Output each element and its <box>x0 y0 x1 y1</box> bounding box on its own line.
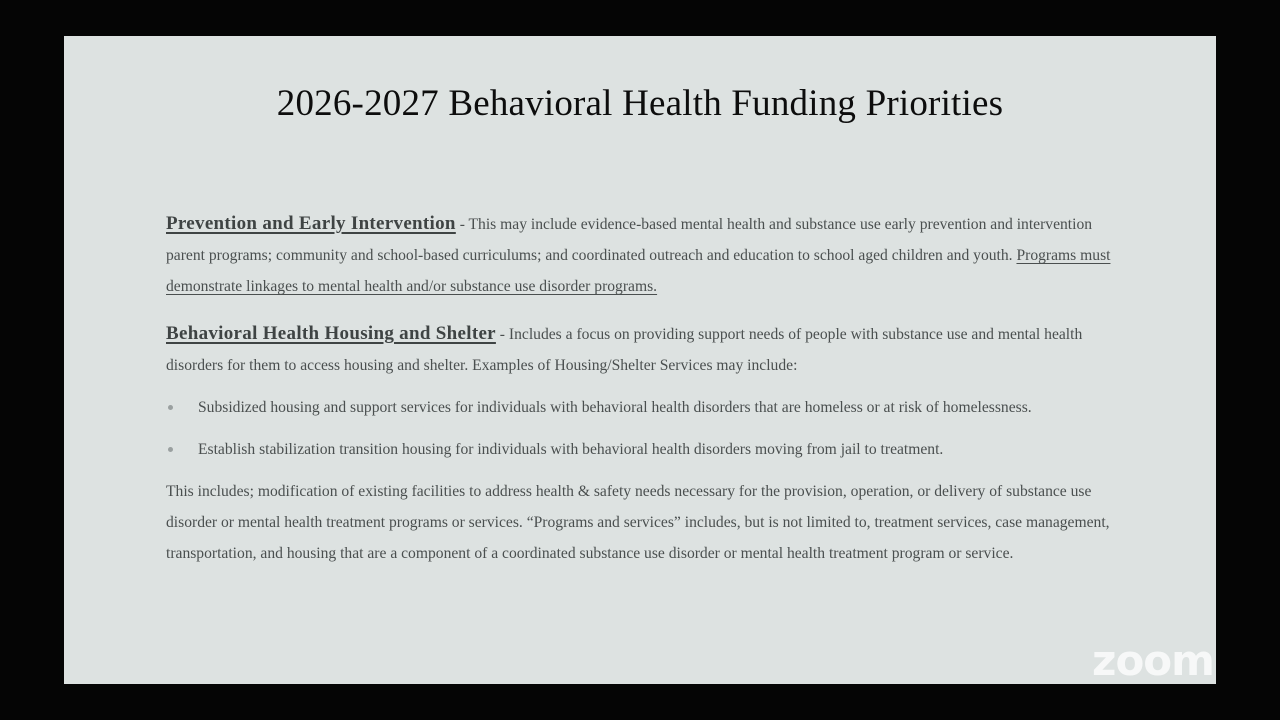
list-item-text: Subsidized housing and support services for individuals with behavioral health disorders that are homeless or at risk of homelessness. <box>198 399 1032 416</box>
section-heading-prevention: Prevention and Early Intervention <box>166 213 456 234</box>
list-item-text: Establish stabilization transition housing for individuals with behavioral health disorders moving from jail to treatment. <box>198 441 944 458</box>
list-item <box>166 434 1126 465</box>
list-item <box>166 392 1126 423</box>
zoom-logo-watermark: zoom <box>1092 636 1214 685</box>
presentation-slide <box>64 36 1216 684</box>
section-housing-closing: This includes; modification of existing facilities to address health & safety needs necessary for the provision, operation, or delivery of substance use disorder or mental health treatment programs or services. “Programs and services” includes, but is not limited to, treatment services, case management, transportation, and housing that are a component of a coordinated substance use disorder or mental health treatment program or service. <box>166 483 1110 562</box>
section-body-housing: Includes a focus on providing support needs of people with substance use and mental health disorders for them to access housing and shelter. Examples of Housing/Shelter Services may include: <box>166 326 1083 374</box>
section-housing <box>166 318 1126 381</box>
linkage-requirement-note: Programs must demonstrate linkages to mental health and/or substance use disorder programs. <box>166 247 1111 295</box>
heading-separator: - <box>455 216 469 233</box>
bullet-icon <box>168 447 173 452</box>
section-heading-housing: Behavioral Health Housing and Shelter <box>166 323 496 344</box>
section-prevention <box>166 208 1126 302</box>
housing-examples-list <box>166 392 1126 465</box>
section-body-prevention: This may include evidence-based mental health and substance use early prevention and intervention parent programs; community and school-based curriculums; and coordinated outreach and education to school aged children and youth. <box>166 216 1093 264</box>
bullet-icon <box>168 405 173 410</box>
slide-content <box>166 206 1126 569</box>
heading-separator: - <box>495 326 509 343</box>
slide-title: 2026-2027 Behavioral Health Funding Priorities <box>276 83 1004 124</box>
